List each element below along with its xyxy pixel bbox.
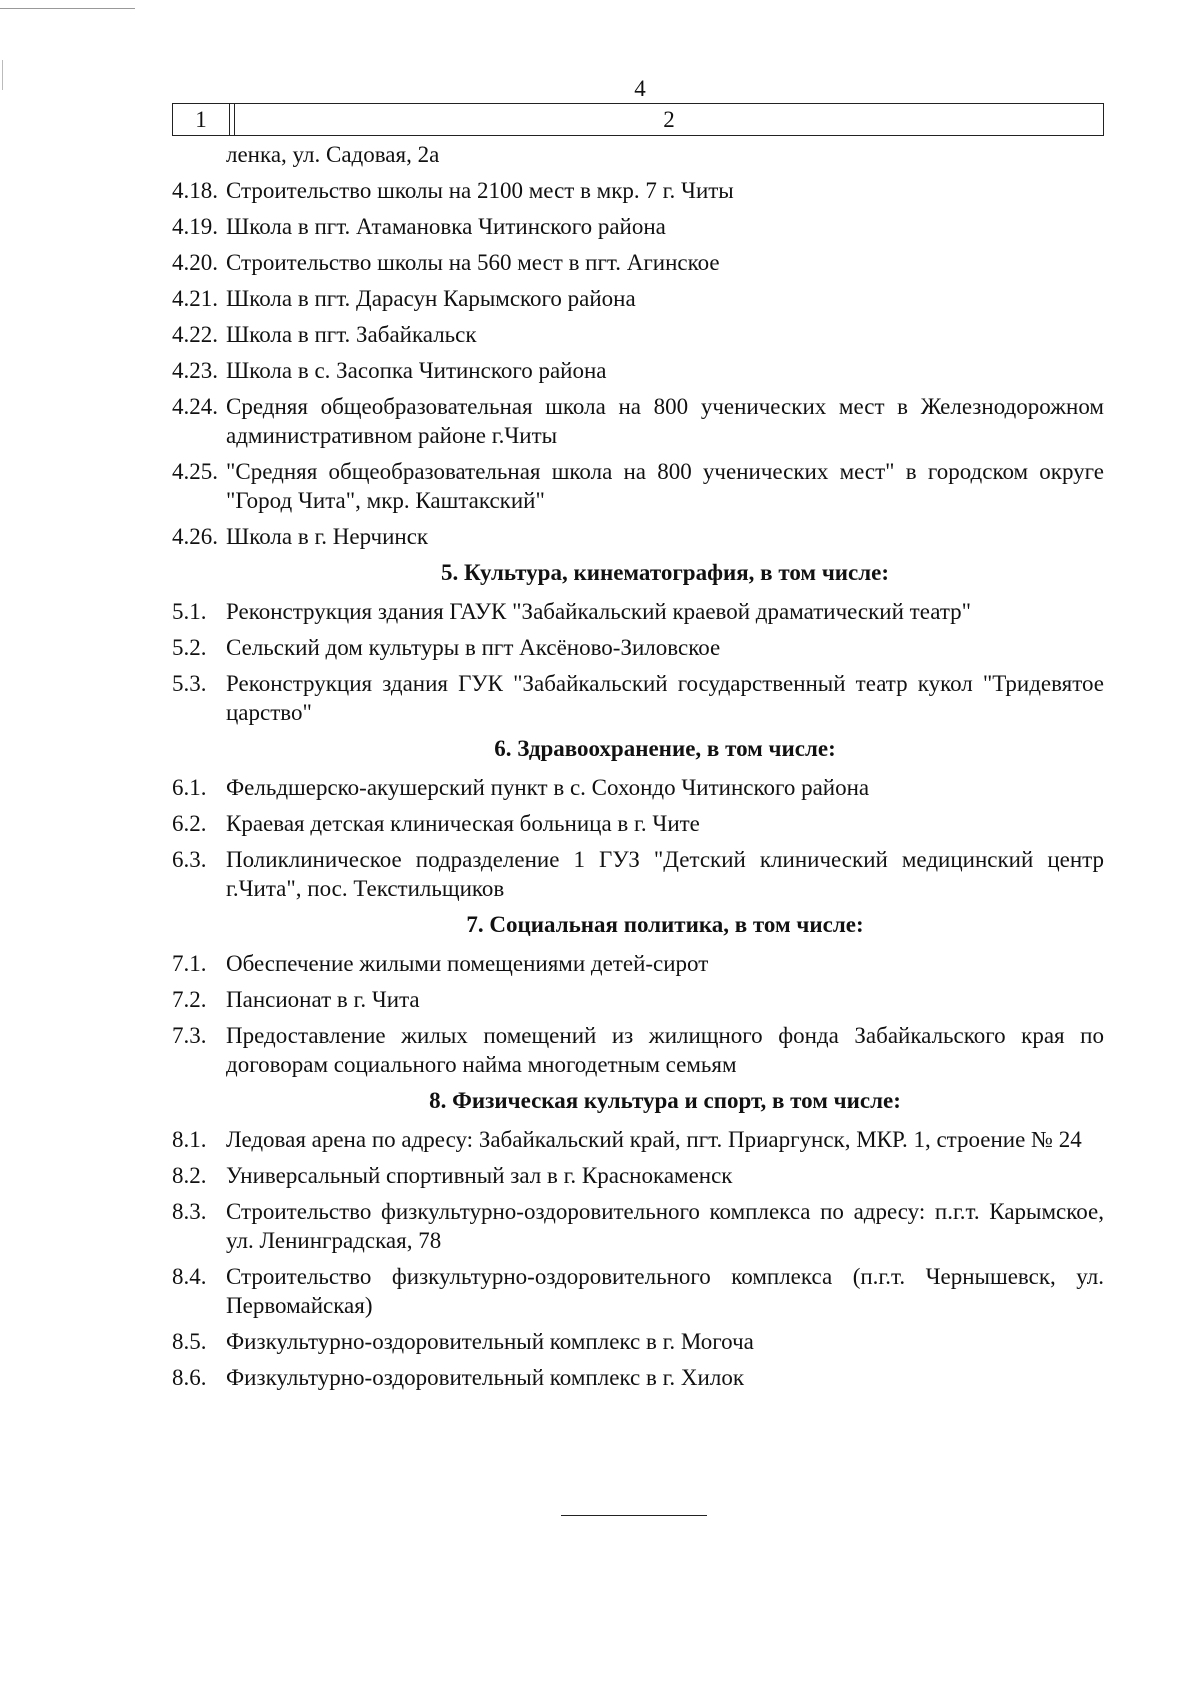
document-body	[172, 140, 1104, 1399]
section-heading-sport: 8. Физическая культура и спорт, в том числе:	[429, 1088, 901, 1113]
item-number: 8.2.	[172, 1163, 207, 1188]
list-item	[172, 985, 1104, 1014]
item-text: Краевая детская клиническая больница в г. Чите	[226, 811, 700, 836]
item-text: Реконструкция здания ГУК "Забайкальский государственный театр кукол "Тридевятое царство"	[226, 671, 1104, 725]
item-number: 6.2.	[172, 811, 207, 836]
item-text: Предоставление жилых помещений из жилищного фонда Забайкальского края по договорам социального найма многодетным семьям	[226, 1023, 1104, 1077]
item-number: 8.3.	[172, 1199, 207, 1224]
list-item	[172, 212, 1104, 241]
scan-edge-mark-left	[2, 60, 3, 90]
item-text: Строительство физкультурно-оздоровительного комплекса (п.г.т. Чернышевск, ул. Первомайская)	[226, 1264, 1104, 1318]
item-text: Поликлиническое подразделение 1 ГУЗ "Детский клинический медицинский центр г.Чита", пос. Текстильщиков	[226, 847, 1104, 901]
list-item	[172, 1021, 1104, 1079]
continuation-text: ленка, ул. Садовая, 2а	[226, 142, 440, 167]
item-number: 8.4.	[172, 1264, 207, 1289]
list-item	[172, 1363, 1104, 1392]
list-item	[172, 176, 1104, 205]
item-text: Средняя общеобразовательная школа на 800 ученических мест в Железнодорожном административном районе г.Читы	[226, 394, 1104, 448]
item-text: Школа в пгт. Атамановка Читинского района	[226, 214, 666, 239]
item-number: 5.3.	[172, 671, 207, 696]
list-item	[172, 457, 1104, 515]
table-header-col1: 1	[173, 104, 230, 135]
item-number: 4.18.	[172, 178, 218, 203]
list-item	[172, 1161, 1104, 1190]
item-text: Пансионат в г. Чита	[226, 987, 420, 1012]
list-item	[172, 1125, 1104, 1154]
item-number: 7.1.	[172, 951, 207, 976]
scan-edge-mark	[0, 8, 135, 9]
page-number: 4	[634, 76, 646, 101]
item-text: Фельдшерско-акушерский пункт в с. Сохондо Читинского района	[226, 775, 870, 800]
list-item	[172, 522, 1104, 551]
item-text: Ледовая арена по адресу: Забайкальский край, пгт. Приаргунск, МКР. 1, строение № 24	[226, 1127, 1082, 1152]
table-header	[172, 103, 1104, 136]
item-number: 7.2.	[172, 987, 207, 1012]
item-number: 4.20.	[172, 250, 218, 275]
list-item	[172, 597, 1104, 626]
item-text: Школа в пгт. Забайкальск	[226, 322, 477, 347]
item-number: 8.6.	[172, 1365, 207, 1390]
list-item	[172, 392, 1104, 450]
item-text: Школа в г. Нерчинск	[226, 524, 429, 549]
item-text: Реконструкция здания ГАУК "Забайкальский краевой драматический театр"	[226, 599, 972, 624]
item-text: Физкультурно-оздоровительный комплекс в г. Могоча	[226, 1329, 754, 1354]
section-heading-culture: 5. Культура, кинематография, в том числе:	[440, 560, 890, 585]
item-number: 8.1.	[172, 1127, 207, 1152]
item-text: Физкультурно-оздоровительный комплекс в г. Хилок	[226, 1365, 744, 1390]
item-number: 5.1.	[172, 599, 207, 624]
item-text: Универсальный спортивный зал в г. Краснокаменск	[226, 1163, 733, 1188]
item-text: "Средняя общеобразовательная школа на 800 ученических мест" в городском округе "Город Чита", мкр. Каштакский"	[226, 459, 1104, 513]
item-text: Школа в пгт. Дарасун Карымского района	[226, 286, 636, 311]
item-text: Строительство физкультурно-оздоровительного комплекса по адресу: п.г.т. Карымское, ул. Ленинградская, 78	[226, 1199, 1104, 1253]
item-number: 4.24.	[172, 394, 218, 419]
list-item	[172, 284, 1104, 313]
item-number: 6.1.	[172, 775, 207, 800]
item-text: Сельский дом культуры в пгт Аксёново-Зиловское	[226, 635, 721, 660]
item-number: 4.22.	[172, 322, 218, 347]
end-of-document-rule	[561, 1515, 707, 1516]
list-item	[172, 248, 1104, 277]
list-item	[172, 809, 1104, 838]
table-header-col2: 2	[234, 104, 1103, 135]
item-number: 4.21.	[172, 286, 218, 311]
list-item	[172, 356, 1104, 385]
item-number: 4.26.	[172, 524, 218, 549]
list-item	[172, 773, 1104, 802]
item-text: Строительство школы на 2100 мест в мкр. 7 г. Читы	[226, 178, 734, 203]
list-item	[172, 949, 1104, 978]
item-number: 4.25.	[172, 459, 218, 484]
list-item	[172, 1262, 1104, 1320]
section-heading-healthcare: 6. Здравоохранение, в том числе:	[494, 736, 836, 761]
item-number: 4.19.	[172, 214, 218, 239]
list-item	[172, 1197, 1104, 1255]
list-item	[172, 320, 1104, 349]
list-item	[172, 845, 1104, 903]
section-heading-social-policy: 7. Социальная политика, в том числе:	[466, 912, 864, 937]
item-text: Обеспечение жилыми помещениями детей-сирот	[226, 951, 709, 976]
list-item	[172, 1327, 1104, 1356]
item-text: Строительство школы на 560 мест в пгт. Агинское	[226, 250, 720, 275]
item-number: 7.3.	[172, 1023, 207, 1048]
item-number: 6.3.	[172, 847, 207, 872]
item-number: 4.23.	[172, 358, 218, 383]
item-number: 8.5.	[172, 1329, 207, 1354]
item-text: Школа в с. Засопка Читинского района	[226, 358, 607, 383]
list-item	[172, 669, 1104, 727]
list-item	[172, 633, 1104, 662]
item-number: 5.2.	[172, 635, 207, 660]
